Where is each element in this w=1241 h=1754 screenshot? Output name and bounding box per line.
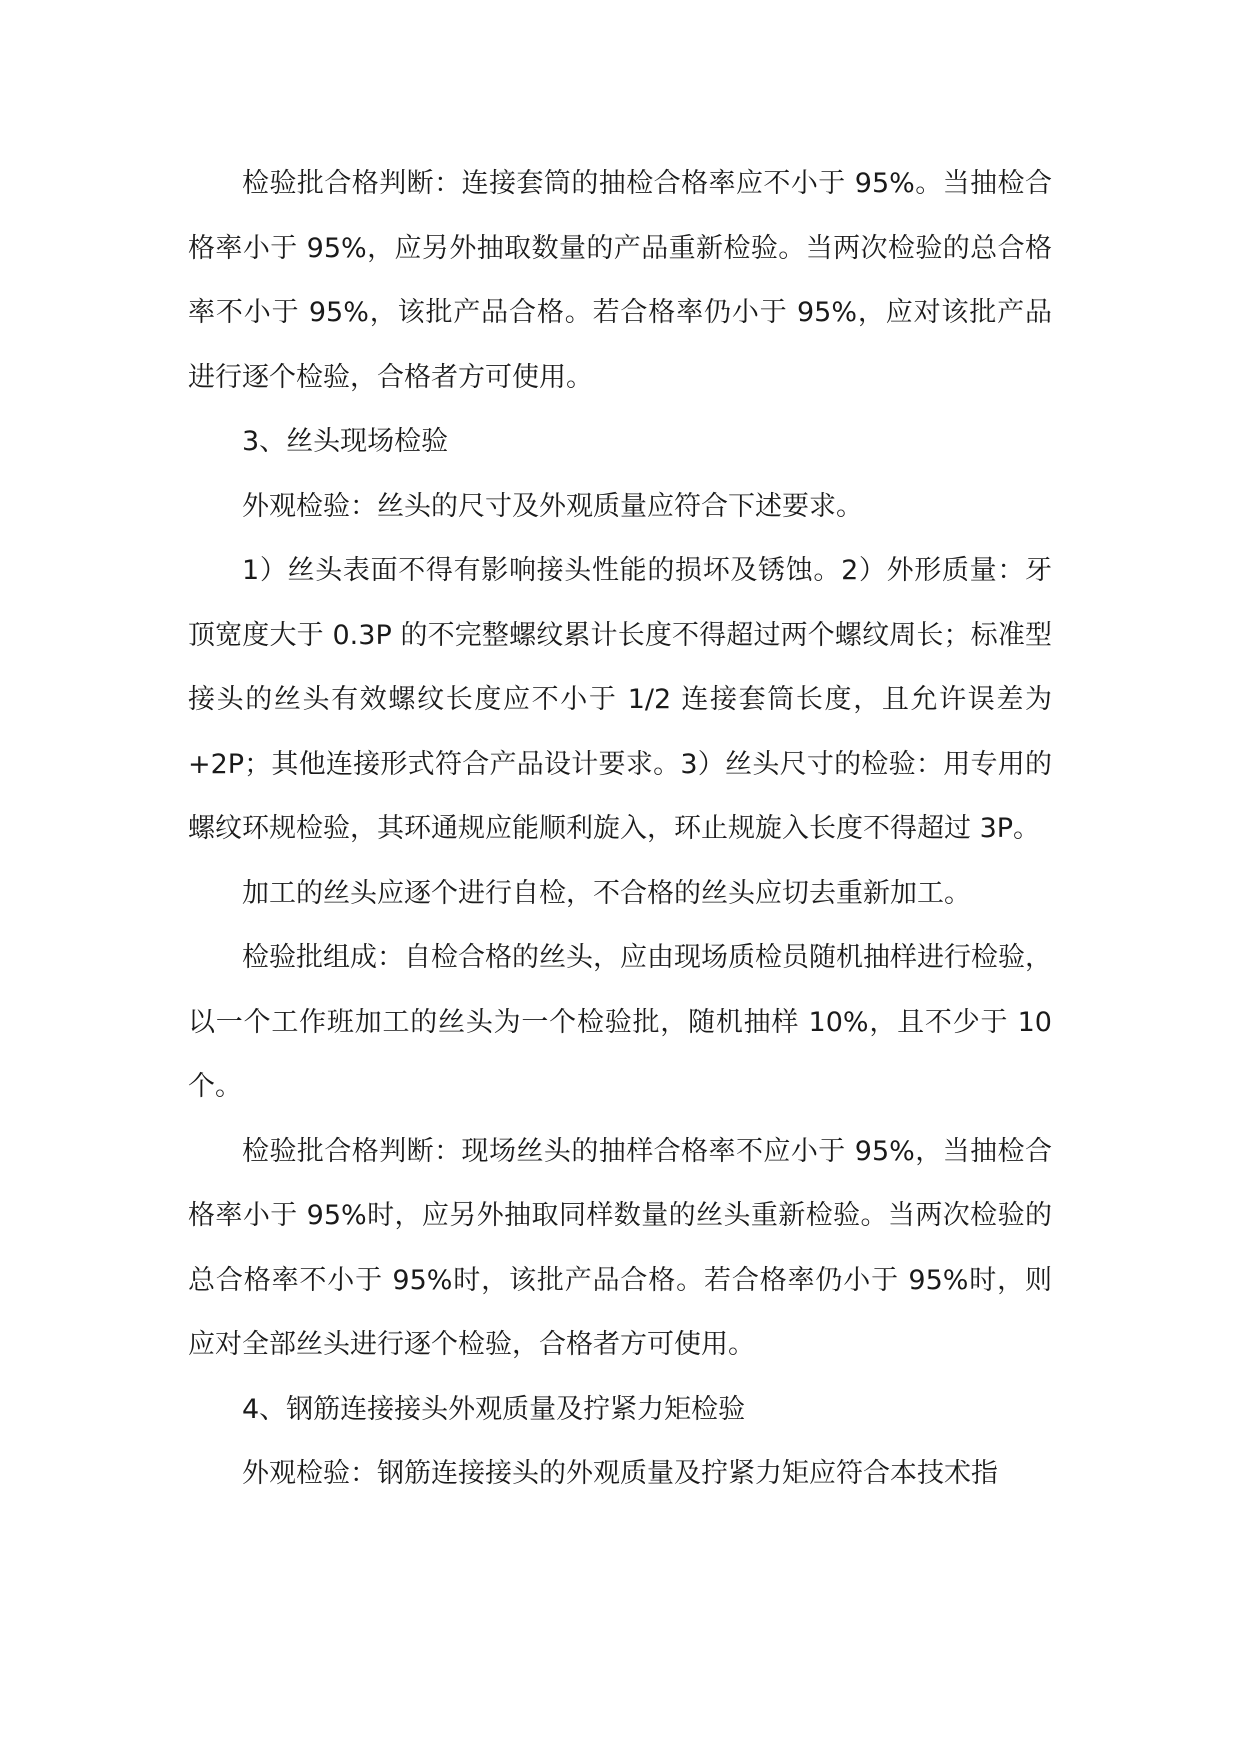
paragraph-batch-composition: 检验批组成：自检合格的丝头，应由现场质检员随机抽样进行检验，以一个工作班加工的丝头为一个检验批，随机抽样 10%，且不少于 10 个。 bbox=[188, 942, 1052, 1102]
paragraph-joint-appearance: 外观检验：钢筋连接接头的外观质量及拧紧力矩应符合本技术指 bbox=[242, 1458, 998, 1489]
paragraph-appearance-inspection: 外观检验：丝头的尺寸及外观质量应符合下述要求。 bbox=[242, 490, 863, 522]
document-body bbox=[188, 152, 1052, 1507]
paragraph-batch-acceptance-sleeve: 检验批合格判断：连接套筒的抽检合格率应不小于 95%。当抽检合格率小于 95%，应另外抽取数量的产品重新检验。当两次检验的总合格率不小于 95%，该批产品合格。若合格率仍小于 95%，应对该批产品进行逐个检验，合格者方可使用。 bbox=[188, 168, 1052, 393]
section-heading-thread-end-inspection: 3、丝头现场检验 bbox=[242, 426, 449, 457]
paragraph-batch-acceptance-thread: 检验批合格判断：现场丝头的抽样合格率不应小于 95%，当抽检合格率小于 95%时，应另外抽取同样数量的丝头重新检验。当两次检验的总合格率不小于 95%时，该批产品合格。若合格率仍小于 95%时，则应对全部丝头进行逐个检验，合格者方可使用。 bbox=[188, 1135, 1052, 1360]
paragraph-thread-requirements: 1）丝头表面不得有影响接头性能的损坏及锈蚀。2）外形质量：牙顶宽度大于 0.3P 的不完整螺纹累计长度不得超过两个螺纹周长；标准型接头的丝头有效螺纹长度应不小于 1/2 连接套筒长度，且允许误差为+2P；其他连接形式符合产品设计要求。3）丝头尺寸的检验：用专用的螺纹环规检验，其环通规应能顺利旋入，环止规旋入长度不得超过 3P。 bbox=[188, 555, 1052, 844]
paragraph-self-inspection: 加工的丝头应逐个进行自检，不合格的丝头应切去重新加工。 bbox=[242, 877, 971, 909]
section-heading-joint-torque-inspection: 4、钢筋连接接头外观质量及拧紧力矩检验 bbox=[242, 1393, 746, 1425]
